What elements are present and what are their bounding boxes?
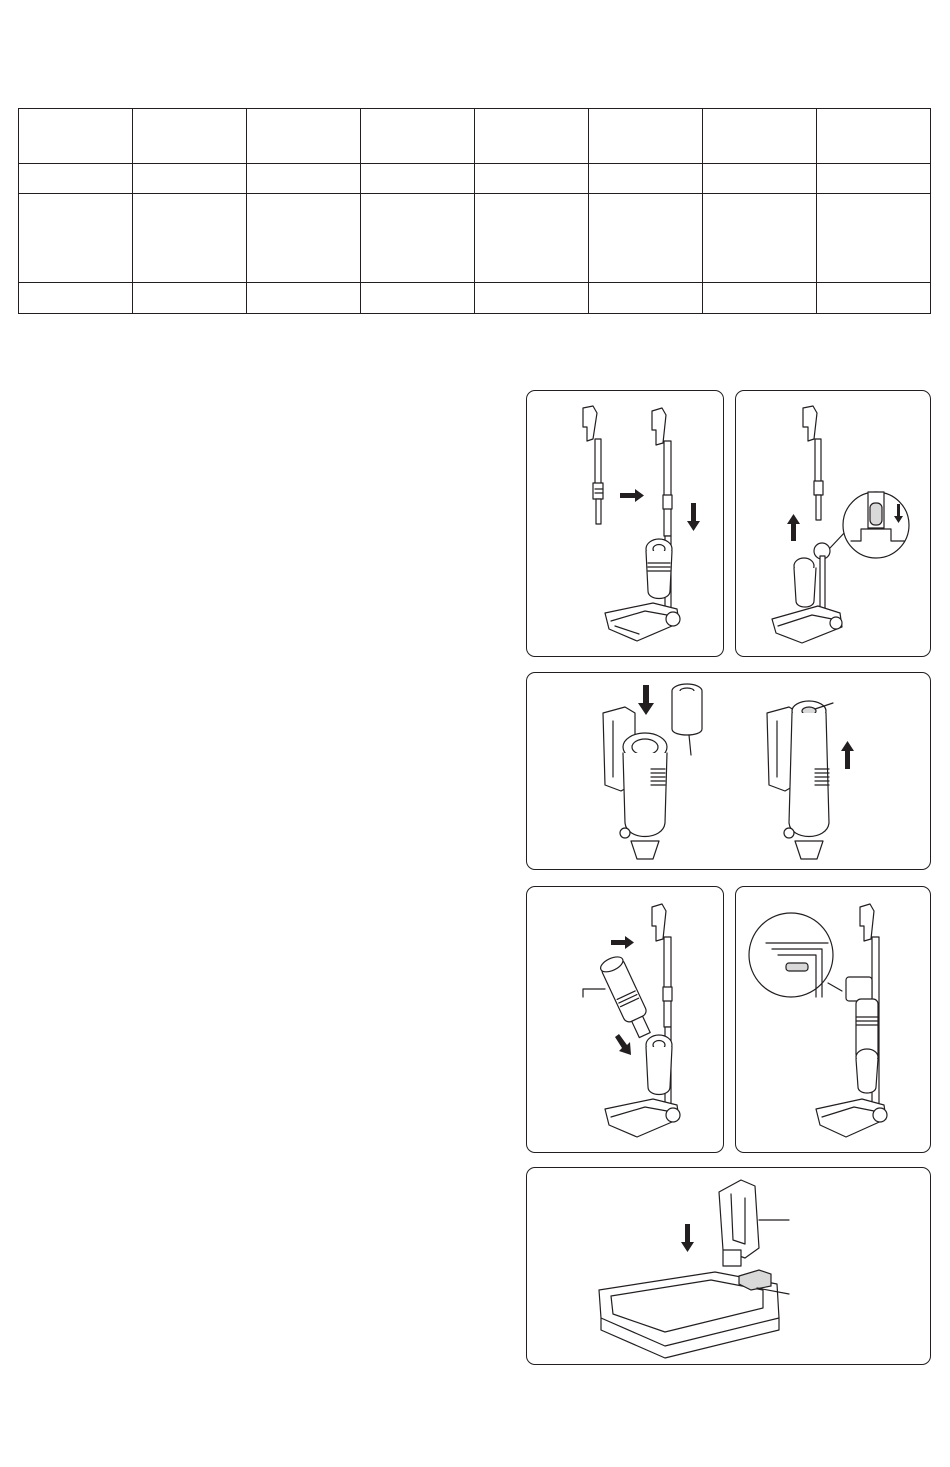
table-cell — [475, 283, 589, 314]
table-cell — [589, 109, 703, 164]
table-cell — [361, 283, 475, 314]
table-cell — [361, 164, 475, 194]
table-cell — [817, 194, 931, 283]
table-cell — [19, 164, 133, 194]
table-cell — [133, 283, 247, 314]
table-cell — [703, 164, 817, 194]
specification-table — [18, 108, 931, 314]
figure-panel-click-lock — [735, 886, 931, 1153]
table-row — [19, 109, 931, 164]
table-cell — [19, 109, 133, 164]
table-cell — [247, 194, 361, 283]
table-cell — [703, 194, 817, 283]
figure-panel-insert-filter — [526, 672, 931, 870]
attach-tube-illustration — [527, 391, 725, 658]
figure-panel-attach-tube — [526, 390, 724, 657]
table-cell — [361, 109, 475, 164]
table-cell — [703, 283, 817, 314]
table-row — [19, 194, 931, 283]
table-cell — [247, 164, 361, 194]
table-row — [19, 164, 931, 194]
table-cell — [361, 194, 475, 283]
figure-panel-charging-base — [526, 1167, 931, 1365]
table-cell — [19, 194, 133, 283]
table-cell — [703, 109, 817, 164]
figure-panel-release-tube — [735, 390, 931, 657]
figure-panel-attach-handheld — [526, 886, 724, 1153]
table-cell — [817, 283, 931, 314]
table-cell — [19, 283, 133, 314]
table-cell — [817, 109, 931, 164]
insert-filter-illustration — [527, 673, 932, 871]
table-cell — [133, 194, 247, 283]
table-cell — [475, 164, 589, 194]
table-cell — [247, 283, 361, 314]
table-cell — [475, 194, 589, 283]
table-cell — [589, 194, 703, 283]
table-cell — [589, 164, 703, 194]
table-cell — [133, 109, 247, 164]
table-row — [19, 283, 931, 314]
table-cell — [247, 109, 361, 164]
table-cell — [817, 164, 931, 194]
table-cell — [133, 164, 247, 194]
attach-handheld-illustration — [527, 887, 725, 1154]
table-cell — [475, 109, 589, 164]
charging-base-illustration — [527, 1168, 932, 1366]
click-lock-illustration — [736, 887, 932, 1154]
release-tube-illustration — [736, 391, 932, 658]
table-cell — [589, 283, 703, 314]
